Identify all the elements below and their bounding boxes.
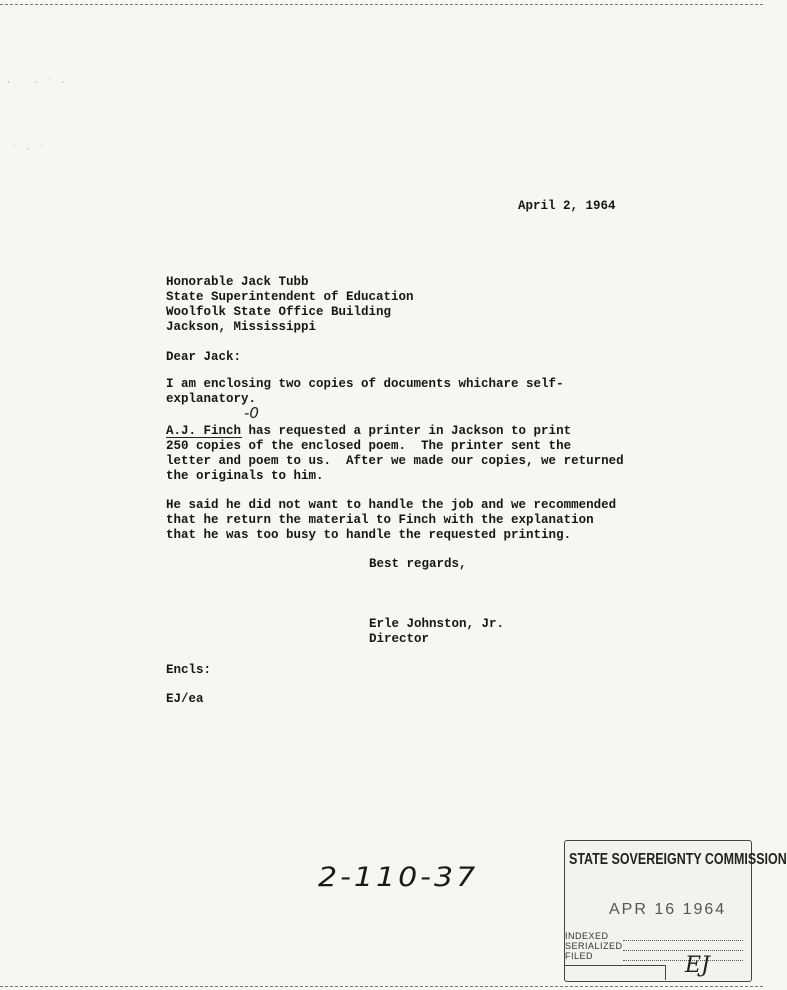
signature-block (369, 617, 504, 647)
handwritten-margin-mark: -0 (244, 404, 259, 422)
address-line: Honorable Jack Tubb (166, 275, 309, 289)
stamp-title: STATE SOVEREIGNTY COMMISSION (569, 851, 787, 868)
body-paragraph: A.J. Finch has requested a printer in Jackson to print 250 copies of the enclosed poem. The printer sent the letter and poem to us. After we made our copies, we returned the originals to him. (166, 424, 624, 483)
stamp-label-indexed: INDEXED (565, 931, 609, 941)
enclosure-note: Encls: (166, 663, 212, 677)
stamp-label-serialized: SERIALIZED (565, 941, 623, 951)
stamp-box-line (565, 965, 666, 980)
letter-date: April 2, 1964 (518, 199, 616, 213)
signer-title: Director (369, 632, 430, 646)
stamp-dotted-line (623, 960, 743, 961)
handwritten-underline (166, 437, 242, 438)
address-line: Woolfolk State Office Building (166, 305, 392, 319)
stamp-dotted-line (623, 950, 743, 951)
stamp-dotted-line (623, 940, 743, 941)
scan-speckle: ˙ · ˙ (12, 145, 47, 154)
bottom-edge-line (0, 986, 763, 987)
sovereignty-commission-stamp (564, 840, 787, 982)
top-edge-line (0, 4, 763, 5)
stamp-label-filed: FILED (565, 951, 594, 961)
closing: Best regards, (369, 557, 467, 571)
stamp-handwritten-initials: EJ (685, 953, 710, 978)
scan-speckle: · ˙ · ˙ · (6, 78, 68, 87)
salutation: Dear Jack: (166, 350, 242, 364)
signer-name: Erle Johnston, Jr. (369, 617, 505, 631)
handwritten-file-number: 2-110-37 (318, 861, 479, 894)
reference-initials: EJ/ea (166, 692, 204, 706)
body-paragraph: I am enclosing two copies of documents whichare self- explanatory. (166, 377, 564, 406)
recipient-address (166, 275, 414, 335)
address-line: Jackson, Mississippi (166, 320, 317, 334)
stamp-date: APR 16 1964 (609, 901, 727, 918)
body-paragraph: He said he did not want to handle the job and we recommended that he return the material to Finch with the explanation that he was too busy to handle the requested printing. (166, 498, 617, 542)
address-line: State Superintendent of Education (166, 290, 414, 304)
